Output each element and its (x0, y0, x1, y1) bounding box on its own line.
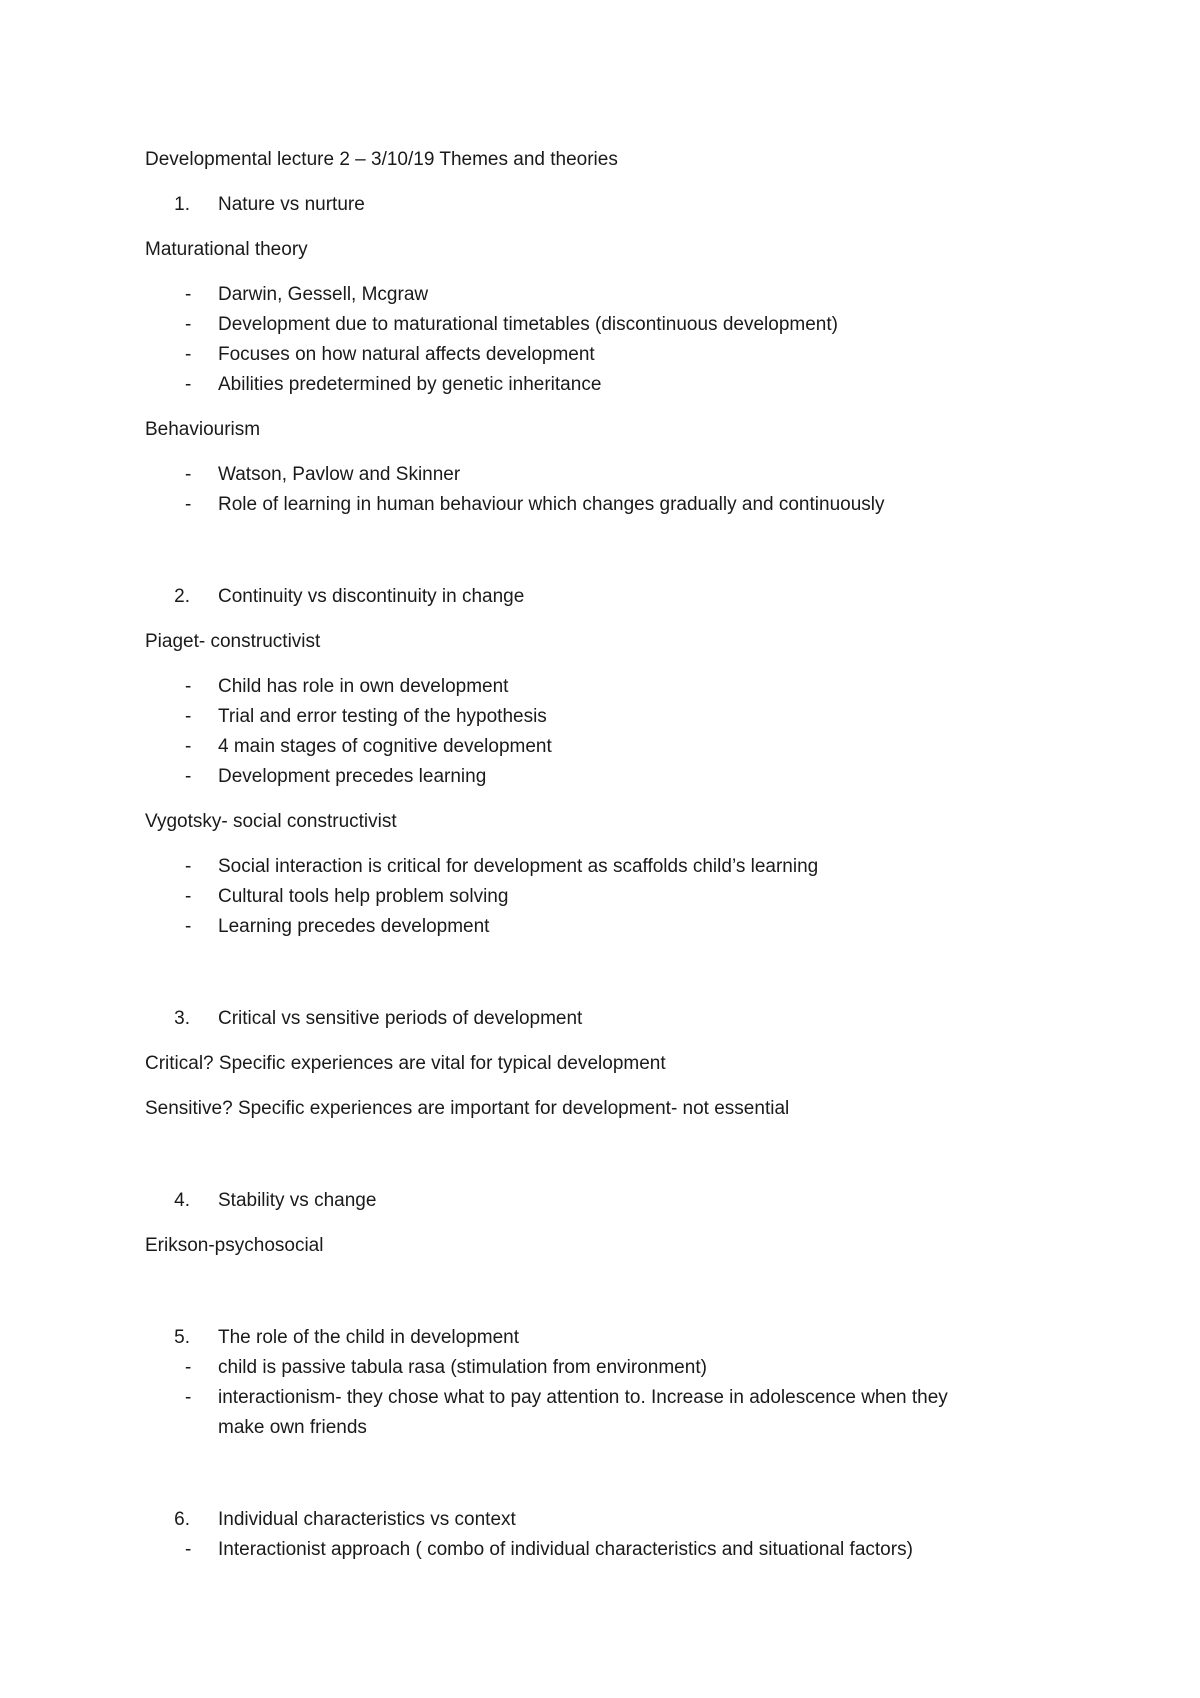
section-heading: Critical vs sensitive periods of development (218, 1008, 583, 1029)
section-number: 3. (174, 1008, 190, 1029)
bullet-dash: - (185, 706, 192, 727)
theory-name: Piaget- constructivist (145, 631, 321, 652)
section-number: 6. (174, 1509, 190, 1530)
bullet-dash: - (185, 1539, 192, 1560)
section-heading: Continuity vs discontinuity in change (218, 586, 525, 607)
list-item: Abilities predetermined by genetic inheritance (218, 374, 602, 395)
list-item: Social interaction is critical for development as scaffolds child’s learning (218, 856, 819, 877)
section-heading: Individual characteristics vs context (218, 1509, 516, 1530)
list-item: 4 main stages of cognitive development (218, 736, 552, 757)
bullet-dash: - (185, 374, 192, 395)
list-item: Watson, Pavlow and Skinner (218, 464, 461, 485)
section-number: 1. (174, 194, 190, 215)
section-heading: Stability vs change (218, 1190, 377, 1211)
section-number: 5. (174, 1327, 190, 1348)
document-title: Developmental lecture 2 – 3/10/19 Themes and theories (145, 149, 618, 170)
bullet-dash: - (185, 916, 192, 937)
bullet-dash: - (185, 464, 192, 485)
bullet-dash: - (185, 314, 192, 335)
bullet-dash: - (185, 736, 192, 757)
theory-name: Erikson-psychosocial (145, 1235, 324, 1256)
section-heading: Nature vs nurture (218, 194, 365, 215)
bullet-dash: - (185, 1357, 192, 1378)
list-item: Cultural tools help problem solving (218, 886, 509, 907)
section-number: 2. (174, 586, 190, 607)
theory-name: Vygotsky- social constructivist (145, 811, 397, 832)
list-item: Focuses on how natural affects development (218, 344, 595, 365)
list-item: Development precedes learning (218, 766, 487, 787)
section-number: 4. (174, 1190, 190, 1211)
definition-line: Critical? Specific experiences are vital for typical development (145, 1053, 666, 1074)
theory-name: Maturational theory (145, 239, 308, 260)
section-heading: The role of the child in development (218, 1327, 520, 1348)
list-item: Role of learning in human behaviour which changes gradually and continuously (218, 494, 885, 515)
bullet-dash: - (185, 494, 192, 515)
bullet-dash: - (185, 766, 192, 787)
list-item: Darwin, Gessell, Mcgraw (218, 284, 429, 305)
definition-line: Sensitive? Specific experiences are important for development- not essential (145, 1098, 790, 1119)
bullet-dash: - (185, 344, 192, 365)
bullet-dash: - (185, 886, 192, 907)
bullet-dash: - (185, 1387, 192, 1408)
bullet-dash: - (185, 284, 192, 305)
list-item: Development due to maturational timetables (discontinuous development) (218, 314, 838, 335)
list-item-continuation: make own friends (218, 1417, 367, 1438)
list-item: Trial and error testing of the hypothesis (218, 706, 547, 727)
list-item: Learning precedes development (218, 916, 490, 937)
list-item: Interactionist approach ( combo of individual characteristics and situational factors) (218, 1539, 913, 1560)
list-item: child is passive tabula rasa (stimulation from environment) (218, 1357, 707, 1378)
bullet-dash: - (185, 676, 192, 697)
bullet-dash: - (185, 856, 192, 877)
theory-name: Behaviourism (145, 419, 261, 440)
list-item: Child has role in own development (218, 676, 509, 697)
list-item: interactionism- they chose what to pay attention to. Increase in adolescence when they (218, 1387, 948, 1408)
